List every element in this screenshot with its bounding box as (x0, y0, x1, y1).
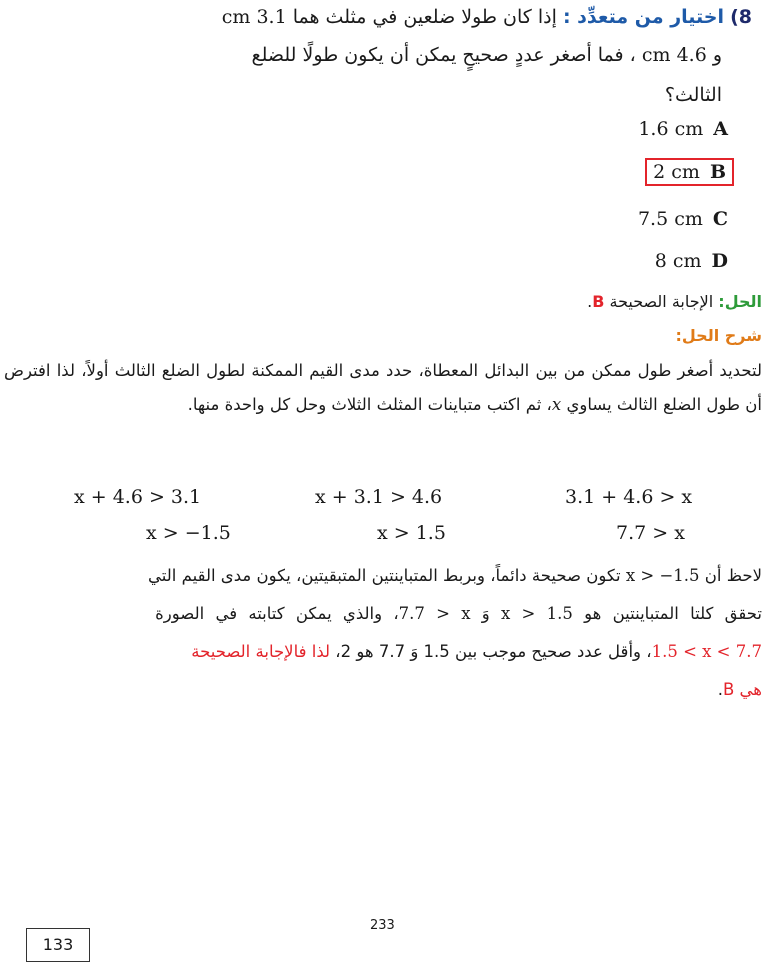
inequality-result-3: x > −1.5 (146, 522, 231, 544)
inequality-2: x + 3.1 > 4.6 (315, 486, 443, 508)
question-text-1: إذا كان طولا ضلعين في مثلث هما 3.1 cm (221, 6, 557, 28)
inequality-3: x + 4.6 > 3.1 (74, 486, 202, 508)
question-line-2: و 4.6 cm ، فما أصغر عددٍ صحيحٍ يمكن أن يكون طولًا للضلع (251, 44, 722, 66)
conclusion-line-2: تحقق كلتا المتباينتين هو x > 1.5 وَ 7.7 > x، والذي يمكن كتابته في الصورة (155, 604, 762, 623)
inequality-result-1: 7.7 > x (616, 522, 685, 544)
option-b-selected[interactable]: 2 cm B (645, 158, 734, 186)
question-type-label: اختيار من متعدِّد : (562, 6, 725, 28)
page-number-box: 133 (26, 928, 90, 962)
option-a[interactable]: 1.6 cm A (638, 118, 728, 140)
question-line-1 (222, 6, 752, 28)
conclusion-line-1: لاحظ أن x > −1.5 تكون صحيحة دائماً، وبربط المتباينتين المتبقيتين، يكون مدى القيم التي (148, 566, 762, 585)
inequality-result-2: x > 1.5 (377, 522, 446, 544)
solution-label: الحل: (718, 292, 762, 311)
solution-text: الإجابة الصحيحة (609, 292, 714, 311)
option-d[interactable]: 8 cm D (654, 250, 728, 272)
solution-answer: B (592, 292, 605, 311)
explanation-heading: شرح الحل: (675, 326, 762, 345)
question-line-3: الثالث؟ (664, 84, 722, 106)
page-number-center: 233 (370, 918, 395, 933)
variable-x: x (551, 395, 562, 414)
inequality-1: 3.1 + 4.6 > x (565, 486, 693, 508)
option-c[interactable]: 7.5 cm C (637, 208, 728, 230)
question-number: 8) (730, 6, 752, 28)
explanation-paragraph: لتحديد أصغر طول ممكن من بين البدائل المعطاة، حدد مدى القيم الممكنة لطول الضلع الثالث أولاً، لذا افترض أن طول الضلع الثالث يساوي x، ثم اكتب متباينات المثلث الثلاث وحل كل واحدة منها. (4, 361, 762, 414)
solution-line: الحل: الإجابة الصحيحة B. (587, 292, 762, 311)
final-answer: B (722, 680, 735, 699)
conclusion-line-3: 1.5 < x < 7.7، وأقل عدد صحيح موجب بين 1.5 وَ 7.7 هو 2، لذا فالإجابة الصحيحة (191, 642, 762, 661)
conclusion-line-4: هي B. (717, 680, 762, 699)
